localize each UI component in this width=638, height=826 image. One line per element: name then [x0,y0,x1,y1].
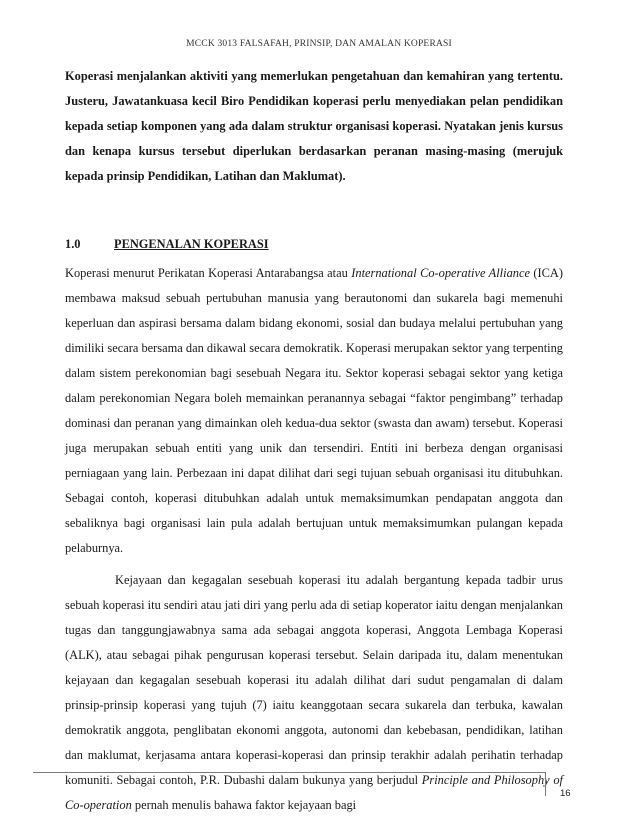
paragraph-1 [65,261,563,561]
section-title: PENGENALAN KOPERASI [114,237,269,251]
footer-divider [33,772,545,773]
document-body [65,64,563,818]
paragraph-2 [65,568,563,818]
paragraph-2-text-a: Kejayaan dan kegagalan sesebuah koperasi itu adalah bergantung kepada tadbir urus sebuah koperasi itu sendiri atau jati diri yang perlu ada di setiap koperator iaitu dengan menjalankan tugas dan tanggungjawabnya sama ada sebagai anggota koperasi, Anggota Lembaga Koperasi (ALK), atau sebagai pihak pengurusan koperasi tersebut. Selain daripada itu, dalam menentukan kejayaan dan kegagalan sesebuah koperasi itu adalah dilihat dari sudut pengamalan di dalam prinsip-prinsip koperasi yang tujuh (7) iaitu keanggotaan secara sukarela dan terbuka, kawalan demokratik anggota, penglibatan ekonomi anggota, autonomi dan kebebasan, pendidikan, latihan dan maklumat, kerjasama antara koperasi-koperasi dan prinsip terakhir adalah perihatin terhadap komuniti. Sebagai contoh, P.R. Dubashi dalam bukunya yang berjudul [65,573,563,787]
paragraph-1-italic: International Co-operative Alliance [351,266,530,280]
paragraph-2-italic: Principle and Philosophy of Co-operation [65,773,563,812]
assignment-question: Koperasi menjalankan aktiviti yang memerlukan pengetahuan dan kemahiran yang tertentu. Justeru, Jawatankuasa kecil Biro Pendidikan koperasi perlu menyediakan pelan pendidikan kepada setiap komponen yang ada dalam struktur organisasi koperasi. Nyatakan jenis kursus dan kenapa kursus tersebut diperlukan berdasarkan peranan masing-masing (merujuk kepada prinsip Pendidikan, Latihan dan Maklumat). [65,69,563,183]
paragraph-2-text-b: pernah menulis bahawa faktor kejayaan bagi [131,798,357,812]
paragraph-1-text-a: Koperasi menurut Perikatan Koperasi Antarabangsa atau [65,266,352,280]
footer-divider-vertical [545,772,546,796]
section-heading [65,232,563,257]
running-header: MCCK 3013 FALSAFAH, PRINSIP, DAN AMALAN KOPERASI [186,39,452,49]
paragraph-1-text-b: (ICA) membawa maksud sebuah pertubuhan manusia yang berautonomi dan sukarela bagi memenuhi keperluan dan aspirasi bersama dalam bidang ekonomi, sosial dan budaya melalui pertubuhan yang dimiliki secara bersama dan dikawal secara demokratik. Koperasi merupakan sektor yang terpenting dalam sistem perekonomian bagi sesebuah Negara itu. Sektor koperasi sebagai sektor yang ketiga dalam perekonomian Negara boleh memainkan peranannya sebagai “faktor pengimbang” terhadap dominasi dan peranan yang dimainkan oleh kedua-dua sektor (swasta dan awam) tersebut. Koperasi juga merupakan sebuah entiti yang unik dan tersendiri. Entiti ini berbeza dengan organisasi perniagaan yang lain. Perbezaan ini dapat dilihat dari segi tujuan sebuah organisasi itu ditubuhkan. Sebagai contoh, koperasi ditubuhkan adalah untuk memaksimumkan pendapatan anggota dan sebaliknya bagi organisasi lain pula adalah bertujuan untuk memaksimumkan pulangan kepada pelaburnya. [65,266,563,555]
page-number: 16 [560,788,571,799]
section-number: 1.0 [65,237,81,251]
